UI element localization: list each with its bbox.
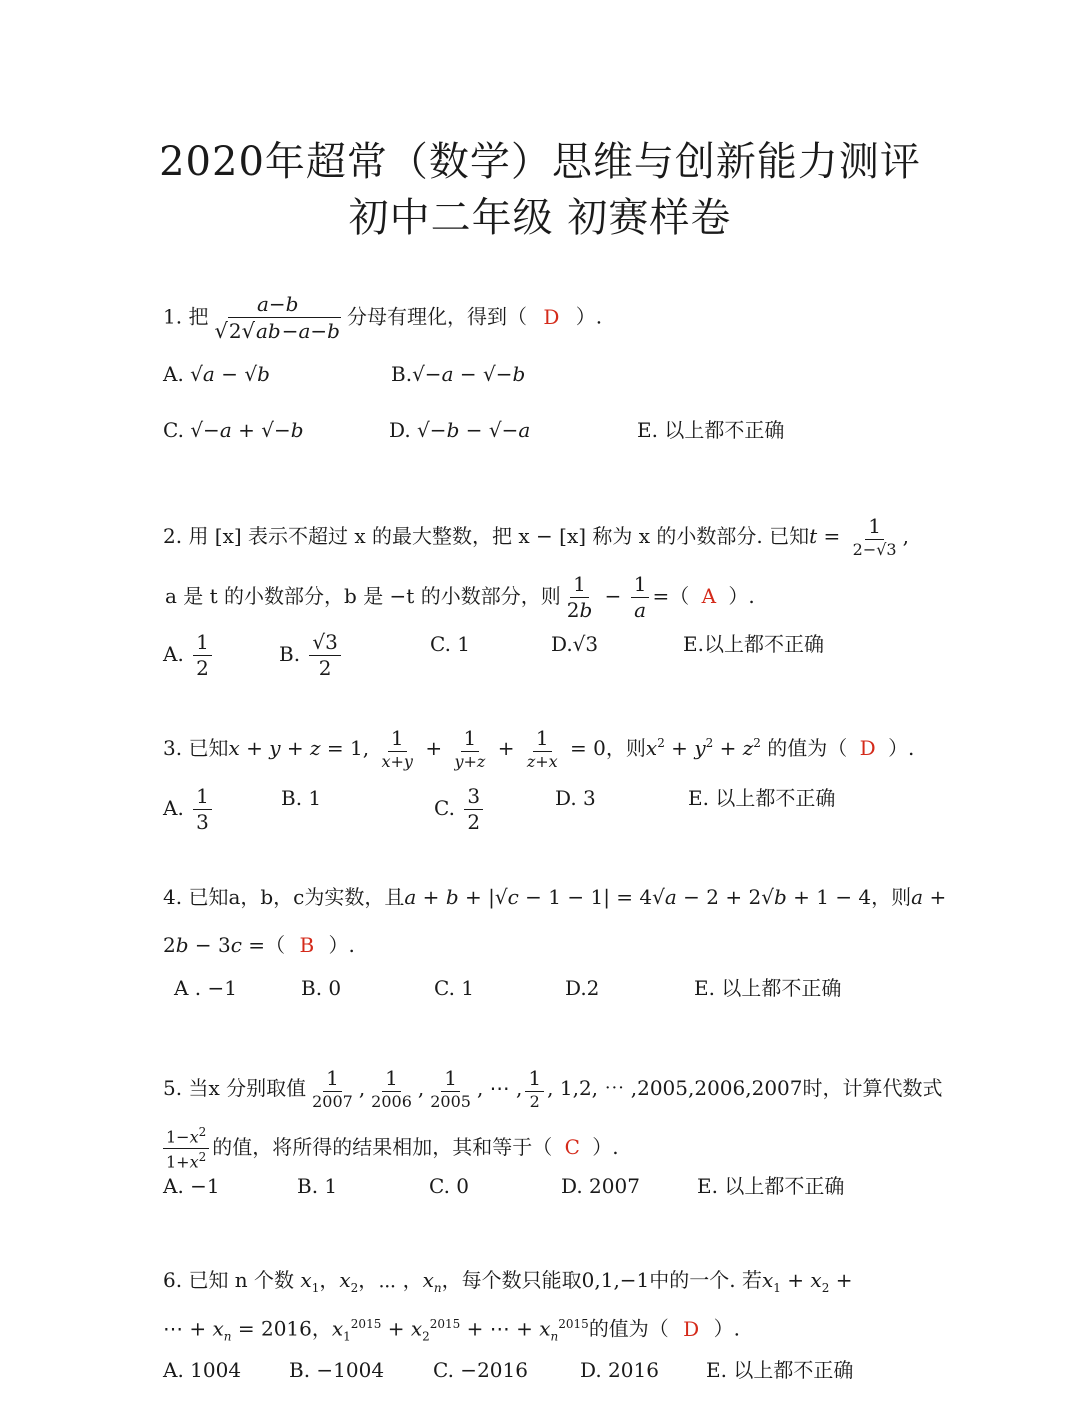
q6-option-c: C. −2016 (433, 1358, 528, 1382)
q3-option-e: E. 以上都不正确 (688, 786, 836, 810)
q5-option-e: E. 以上都不正确 (697, 1174, 845, 1198)
q3-option-b: B. 1 (281, 786, 322, 810)
q1-option-a: A. √a − √b (163, 362, 270, 386)
question-4-stem-line-1: 4. 已知a，b，c为实数，且a + b + |√c − 1 − 1| = 4√a − 2 + 2√b + 1 − 4，则a + (163, 885, 947, 909)
q4-option-c: C. 1 (434, 976, 475, 1000)
q2-option-b: B. $\frac{√3}{2}$ (279, 632, 344, 679)
answer-q1: D (543, 304, 560, 329)
q2-option-c: C. 1 (430, 632, 471, 656)
q4-option-d: D.2 (565, 976, 600, 1000)
q1-option-b: B.√−a − √−b (391, 362, 526, 386)
q4-option-a: A . −1 (174, 976, 237, 1000)
q4-option-b: B. 0 (301, 976, 342, 1000)
q3-option-c: C. $\frac{3}{2}$ (434, 786, 486, 833)
q6-option-a: A. 1004 (163, 1358, 242, 1382)
question-2-stem-line-2: a 是 t 的小数部分，b 是 −t 的小数部分，则 $\frac{1}{2b}$ − $\frac{1}{a}$ =（ A ）. (165, 572, 755, 622)
q4-option-e: E. 以上都不正确 (694, 976, 842, 1000)
question-5-stem-line-1: 5. 当x 分别取值 $\frac{1}{2007}$ , $\frac{1}{2006}$ , $\frac{1}{2005}$ , ⋯ , $\frac{1}{2}$ , 1,2, ⋯ ,2005,2006,2007时，计算代数式 (163, 1066, 943, 1111)
question-6-stem-line-1: 6. 已知 n 个数 $x_1$，$x_2$，⋯ ，$x_n$，每个数只能取0,1,−1中的一个. 若$x_1 + x_2$ + (163, 1268, 853, 1295)
q5-option-c: C. 0 (429, 1174, 470, 1198)
question-3-stem: 3. 已知x + y + z = 1, $\frac{1}{x+y}$ + $\frac{1}{y+z}$ + $\frac{1}{z+x}$ = 0，则$x^2 + y^2 + z^2$ 的值为（ D ）. (163, 726, 915, 771)
q2-option-d: D.√3 (551, 632, 599, 656)
q6-option-d: D. 2016 (580, 1358, 659, 1382)
question-6-stem-line-2: ⋯ + $x_n = 2016$，$x_1^{2015} + x_2^{2015}$ + ⋯ + $x_n^{2015}$的值为（ D ）. (163, 1316, 740, 1344)
q5-option-b: B. 1 (297, 1174, 338, 1198)
q1-option-c: C. √−a + √−b (163, 418, 304, 442)
q2-option-e: E.以上都不正确 (683, 632, 824, 656)
answer-q4: B (299, 933, 315, 957)
answer-q6: D (683, 1316, 700, 1341)
answer-q2: A (701, 584, 717, 608)
q2-option-a: A. $\frac{1}{2}$ (163, 632, 215, 679)
q1-fraction: $\frac{a-b}{√2√ab-a-b}$ (214, 292, 340, 343)
q5-option-a: A. −1 (163, 1174, 220, 1198)
question-5-stem-line-2: $\frac{1-x^2}{1+x^2}$ 的值，将所得的结果相加，其和等于（ C ）. (163, 1126, 619, 1171)
page-title-line-2: 初中二年级 初赛样卷 (348, 195, 732, 241)
answer-q3: D (859, 735, 876, 760)
q1-option-d: D. √−b − √−a (389, 418, 531, 442)
question-2-stem-line-1: 2. 用 [x] 表示不超过 x 的最大整数，把 x − [x] 称为 x 的小数部分. 已知t = $\frac{1}{2-√3}$ , (163, 514, 909, 559)
page-title-line-1: 2020年超常（数学）思维与创新能力测评 (159, 139, 921, 185)
q3-option-a: A. $\frac{1}{3}$ (163, 786, 215, 833)
q6-option-b: B. −1004 (289, 1358, 385, 1382)
q6-option-e: E. 以上都不正确 (706, 1358, 854, 1382)
q3-option-d: D. 3 (555, 786, 596, 810)
q5-option-d: D. 2007 (561, 1174, 640, 1198)
answer-q5: C (564, 1135, 580, 1160)
question-1-stem: 1. 把 $\frac{a-b}{√2√ab-a-b}$ 分母有理化，得到（ D ）. (163, 292, 603, 343)
q1-option-e: E. 以上都不正确 (637, 418, 785, 442)
question-4-stem-line-2: 2b − 3c =（ B ）. (163, 933, 355, 957)
